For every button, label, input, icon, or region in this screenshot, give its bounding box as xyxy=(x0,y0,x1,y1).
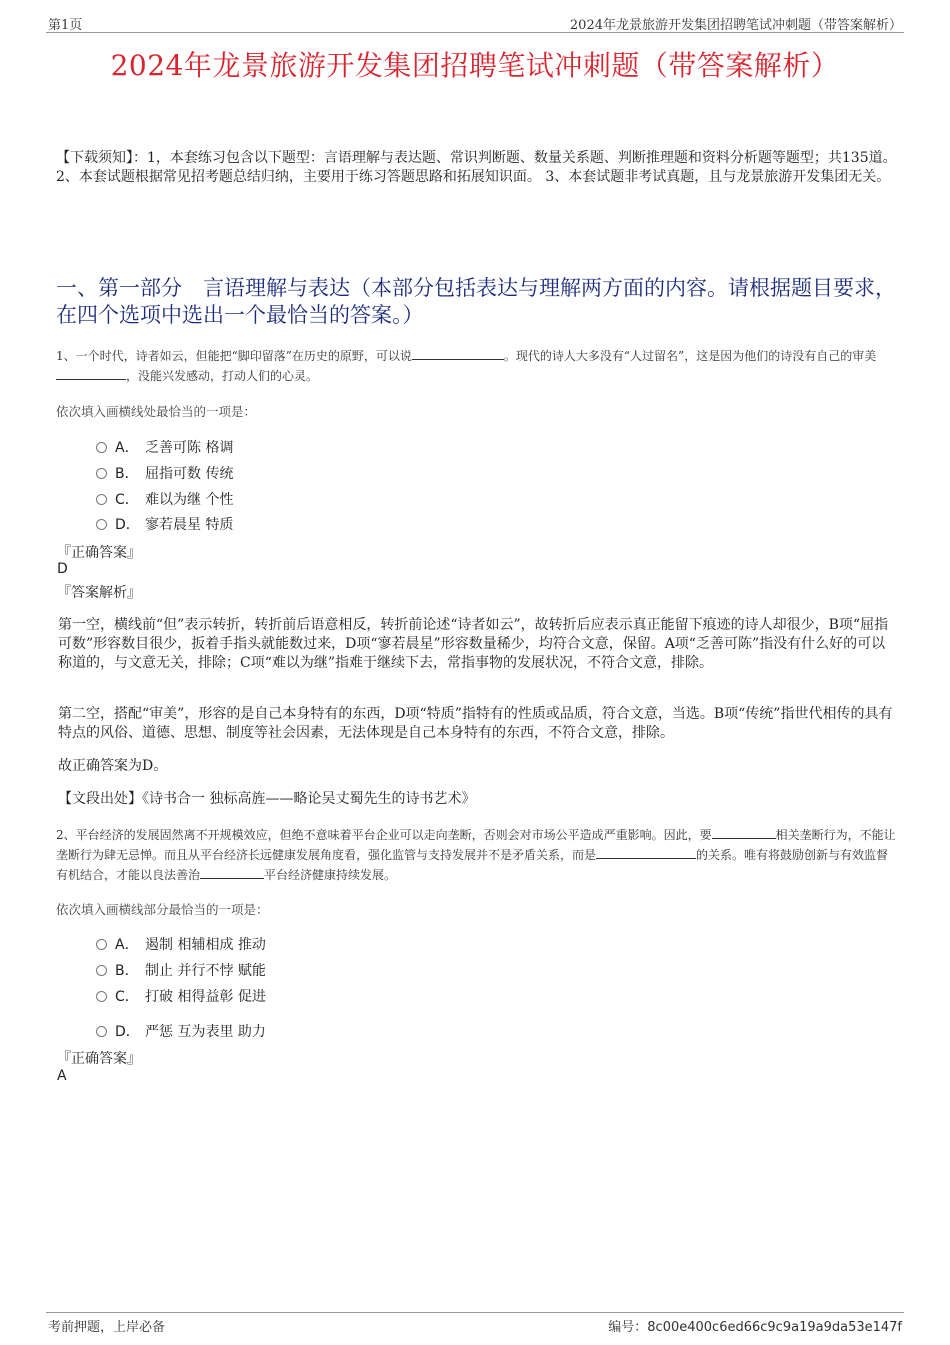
question-2-prompt: 依次填入画横线部分最恰当的一项是： xyxy=(56,902,269,917)
question-2-option-b[interactable]: B． 制止 并行不悖 赋能 xyxy=(96,960,266,980)
question-2-text: 2、平台经济的发展固然离不开规模效应，但绝不意味着平台企业可以走向垄断，否则会对市场公平造成严重影响。因此，要 相关垄断行为，不能让垄断行为肆无忌惮。而且从平台经济长远健康发展角度看，强化监管与支持发展并不是矛盾关系，而是 的关系。唯有将鼓励创新与有效监督有机结合，才能以良法善治 平台经济健康持续发展。 xyxy=(56,828,896,882)
page-title: 2024年龙景旅游开发集团招聘笔试冲刺题（带答案解析） xyxy=(110,49,840,82)
radio-icon[interactable] xyxy=(96,468,107,479)
fill-blank xyxy=(412,347,504,360)
question-1-option-a[interactable]: A． 乏善可陈 格调 xyxy=(96,437,233,457)
question-2-option-a[interactable]: A． 遏制 相辅相成 推动 xyxy=(96,934,266,954)
footer-slogan: 考前押题，上岸必备 xyxy=(48,1320,166,1335)
page-header xyxy=(46,12,904,33)
question-1-answer: D xyxy=(57,561,68,577)
question-1-source: 【文段出处】《诗书合一 独标高旌——略论吴丈蜀先生的诗书艺术》 xyxy=(58,791,476,807)
question-2-answer-label: 『正确答案』 xyxy=(57,1051,141,1067)
question-1-option-b[interactable]: B． 屈指可数 传统 xyxy=(96,463,233,483)
question-1-option-d[interactable]: D． 寥若晨星 特质 xyxy=(96,514,233,534)
download-notice: 【下载须知】：1，本套练习包含以下题型：言语理解与表达题、常识判断题、数量关系题、判断推理题和资料分析题等题型；共135道。 2、本套试题根据常见招考题总结归纳，主要用于练习答题思路和拓展知识面。 3、本套试题非考试真题，且与龙景旅游开发集团无关。 xyxy=(56,150,897,185)
fill-blank xyxy=(200,866,264,879)
question-1-analysis-conclusion: 故正确答案为D。 xyxy=(58,758,168,774)
section-heading: 一、第一部分 言语理解与表达（本部分包括表达与理解两方面的内容。请根据题目要求，在四个选项中选出一个最恰当的答案。） xyxy=(56,276,896,327)
radio-icon[interactable] xyxy=(96,965,107,976)
header-doc-title: 2024年龙景旅游开发集团招聘笔试冲刺题（带答案解析） xyxy=(569,18,902,33)
fill-blank xyxy=(712,826,776,839)
fill-blank xyxy=(596,846,696,859)
question-1-analysis-label: 『答案解析』 xyxy=(57,585,141,601)
radio-icon[interactable] xyxy=(96,1026,107,1037)
fill-blank xyxy=(56,367,126,380)
radio-icon[interactable] xyxy=(96,442,107,453)
question-2-option-d[interactable]: D． 严惩 互为表里 助力 xyxy=(96,1021,266,1041)
radio-icon[interactable] xyxy=(96,939,107,950)
question-1-prompt: 依次填入画横线处最恰当的一项是： xyxy=(56,404,257,419)
question-1-option-c[interactable]: C． 难以为继 个性 xyxy=(96,489,233,509)
radio-icon[interactable] xyxy=(96,991,107,1002)
radio-icon[interactable] xyxy=(96,494,107,505)
question-1-analysis-para-1: 第一空，横线前“但”表示转折，转折前后语意相反，转折前论述“诗者如云”，故转折后应表示真正能留下痕迹的诗人却很少，B项“屈指可数”形容数目很少，扳着手指头就能数过来，D项“寥若晨星”形容数量稀少，均符合文意，保留。A项“乏善可陈”指没有什么好的可以称道的，与文意无关，排除；C项“难以为继”指难于继续下去，常指事物的发展状况，不符合文意，排除。 xyxy=(58,617,889,671)
footer-code: 编号：8c00e400c6ed66c9c9a19a9da53e147f xyxy=(608,1320,902,1335)
question-1-text: 1、一个时代，诗者如云，但能把“脚印留落”在历史的原野，可以说 。现代的诗人大多没有“人过留名”，这是因为他们的诗没有自己的审美，没能兴发感动，打动人们的心灵。 xyxy=(56,349,877,383)
question-1-analysis-para-2: 第二空，搭配“审美”，形容的是自己本身特有的东西，D项“特质”指特有的性质或品质，符合文意，当选。B项“传统”指世代相传的具有特点的风俗、道德、思想、制度等社会因素，无法体现是自己本身特有的东西，不符合文意，排除。 xyxy=(58,706,893,741)
page-number: 第1页 xyxy=(48,18,83,33)
question-2-answer: A xyxy=(57,1068,67,1084)
page-footer xyxy=(46,1312,904,1333)
question-2-option-c[interactable]: C． 打破 相得益彰 促进 xyxy=(96,986,266,1006)
question-1-answer-label: 『正确答案』 xyxy=(57,545,141,561)
radio-icon[interactable] xyxy=(96,519,107,530)
